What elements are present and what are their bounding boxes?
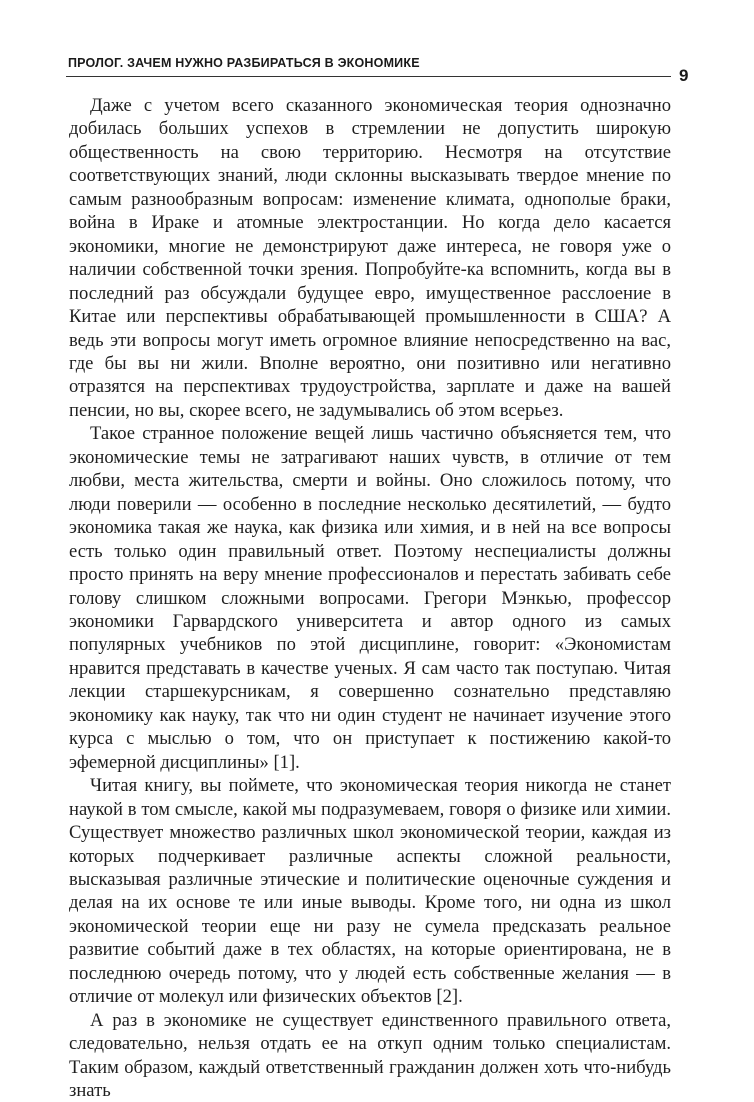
header-rule: [66, 76, 671, 77]
running-head-title: ПРОЛОГ. ЗАЧЕМ НУЖНО РАЗБИРАТЬСЯ В ЭКОНОМИКЕ: [68, 56, 420, 70]
paragraph-1: Даже с учетом всего сказанного экономическая теория однозначно добилась больших успехов в стремлении не допустить широкую общественность на свою территорию. Несмотря на отсутствие соответствующих знаний, люди склонны высказывать твердое мнение по самым разнообразным вопросам: изменение климата, однополые браки, война в Ираке и атомные электростанции. Но когда дело касается экономики, многие не демонстрируют даже интереса, не говоря уже о наличии собственной точки зрения. Попробуйте-ка вспомнить, когда вы в последний раз обсуждали будущее евро, имущественное расслоение в Китае или перспективы обрабатывающей промышленности в США? А ведь эти вопросы могут иметь огромное влияние непосредственно на вас, где бы вы ни жили. Вполне вероятно, они позитивно или негативно отразятся на перспективах трудоустройства, зарплате и даже на вашей пенсии, но вы, скорее всего, не задумывались об этом всерьез.: [69, 95, 671, 421]
paragraph-2: Такое странное положение вещей лишь частично объясняется тем, что экономические темы не затрагивают наших чувств, в отличие от тем любви, места жительства, смерти и войны. Оно сложилось потому, что люди поверили — особенно в последние несколько десятилетий, — будто экономика такая же наука, как физика или химия, и в ней на все вопросы есть только один правильный ответ. Поэтому неспециалисты должны просто принять на веру мнение профессионалов и перестать забивать себе голову слишком сложными вопросами. Грегори Мэнкью, профессор экономики Гарвардского университета и автор одного из самых популярных учебников по этой дисциплине, говорит: «Экономистам нравится представать в качестве ученых. Я сам часто так поступаю. Читая лекции старшекурсникам, я совершенно сознательно представляю экономику как науку, так что ни один студент не начинает изучение этого курса с мыслью о том, что он приступает к постижению какой-то эфемерной дисциплины» [1].: [69, 423, 671, 773]
body-text: [69, 94, 671, 1102]
paragraph-4: А раз в экономике не существует единственного правильного ответа, следовательно, нельзя отдать ее на откуп одним только специалистам. Таким образом, каждый ответственный гражданин должен хоть что-нибудь знать: [69, 1009, 671, 1102]
paragraph-3: Читая книгу, вы поймете, что экономическая теория никогда не станет наукой в том смысле, какой мы подразумеваем, говоря о физике или химии. Существует множество различных школ экономической теории, каждая из которых подчеркивает различные аспекты сложной реальности, высказывая различные этические и политические оценочные суждения и делая на их основе те или иные выводы. Кроме того, ни одна из школ экономической теории еще ни разу не сумела предсказать реальное развитие событий даже в тех областях, на которые ориентирована, не в последнюю очередь потому, что у людей есть собственные желания — в отличие от молекул или физических объектов [2].: [69, 775, 671, 1008]
page-number: 9: [679, 66, 689, 85]
